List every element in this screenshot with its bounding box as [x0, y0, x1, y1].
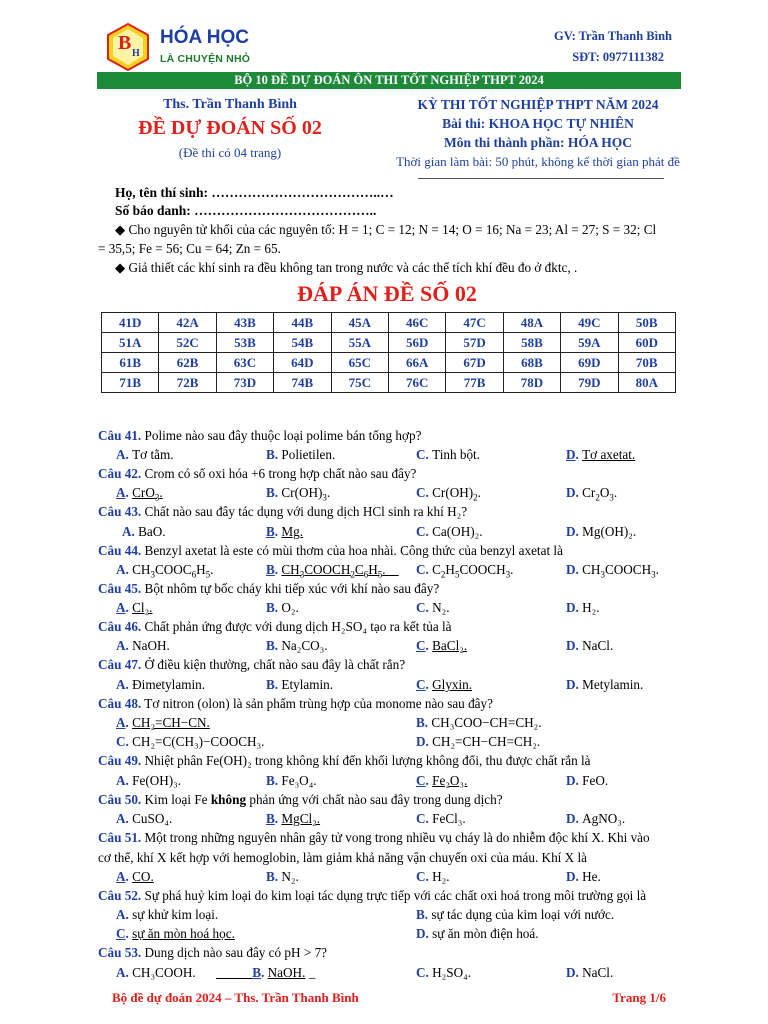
- note-gas: ◆ Giả thiết các khí sinh ra đều không tan trong nước và các thể tích khí đều đo ở đktc, .: [115, 260, 578, 275]
- answer-cell: 48A: [503, 313, 560, 333]
- q52-option-b: B. sự tác dụng của kim loại với nước.: [416, 907, 615, 922]
- bullet-icon: ◆: [115, 222, 129, 237]
- answer-cell: 49C: [561, 313, 618, 333]
- q42-option-b: B. $Cr(OH)_3$.: [266, 485, 331, 503]
- answer-cell: 68B: [503, 353, 560, 373]
- answer-cell: 53B: [216, 333, 273, 353]
- q50-option-a: A. CuSO₄.: [116, 811, 173, 826]
- q42-option-a: A. CrO$_3$.: [116, 485, 163, 503]
- answer-cell: 63C: [216, 353, 273, 373]
- q42-option-d: D. $Cr_2O_3$.: [566, 485, 618, 503]
- q52-option-a: A. sự khử kim loại.: [116, 907, 219, 922]
- q53-option-b: B. NaOH. _: [252, 965, 316, 980]
- brand-title: HÓA HỌC: [160, 27, 250, 48]
- answer-cell: 73D: [216, 373, 273, 393]
- answer-cell: 52C: [159, 333, 216, 353]
- q50-option-c: C. FeCl₃.: [416, 811, 466, 826]
- q53-option-c: C. H₂SO₄.: [416, 965, 471, 980]
- logo-letter-sub: H: [132, 48, 140, 59]
- q43-option-c: C. Ca(OH)₂.: [416, 524, 483, 539]
- q44-option-a: A. $CH_3COOC_6H_5$.: [116, 562, 214, 580]
- answer-cell: 51A: [102, 333, 159, 353]
- component: Môn thi thành phần: HÓA HỌC: [444, 135, 632, 150]
- q50-option-b: B. MgCl₂.: [266, 811, 321, 826]
- q48-option-a: A. CH₂=CH−CN.: [116, 715, 210, 730]
- q43-option-b: B. Mg.: [266, 524, 304, 539]
- divider: [418, 178, 664, 179]
- question-51-cont: cơ thể, khí X kết hợp với hemoglobin, làm giảm khả năng vận chuyển oxi của máu. Khí X là: [98, 850, 587, 865]
- q41-option-b: B. Polietilen.: [266, 447, 336, 462]
- q47-option-a: A. Đimetylamin.: [116, 677, 206, 692]
- q45-option-a: A. Cl₂.: [116, 600, 153, 615]
- q48-option-c: C. CH₂=C(CH₃)−COOCH₃.: [116, 734, 265, 749]
- logo-letter: B: [118, 32, 132, 54]
- time-limit: Thời gian làm bài: 50 phút, không kể thời gian phát đề: [396, 154, 680, 169]
- q43-option-a: A. BaO.: [122, 524, 166, 539]
- answer-cell: 44B: [274, 313, 331, 333]
- q47-option-b: B. Etylamin.: [266, 677, 334, 692]
- answer-cell: 69D: [561, 353, 618, 373]
- answer-cell: 45A: [331, 313, 388, 333]
- q53-option-d: D. NaCl.: [566, 965, 614, 980]
- q41-option-a: A. Tơ tằm.: [116, 447, 174, 462]
- question-45: Câu 45. Bột nhôm tự bốc cháy khi tiếp xúc với khí nào sau đây?: [98, 581, 440, 596]
- answer-cell: 54B: [274, 333, 331, 353]
- answer-cell: 71B: [102, 373, 159, 393]
- page-count-note: (Đề thi có 04 trang): [178, 145, 282, 160]
- subject: Bài thi: KHOA HỌC TỰ NHIÊN: [442, 116, 634, 131]
- answer-cell: 50B: [618, 313, 675, 333]
- exam-title: ĐỀ DỰ ĐOÁN SỐ 02: [138, 117, 322, 139]
- student-name-field: Họ, tên thí sinh: ………………………………..…: [115, 185, 394, 200]
- series-banner: BỘ 10 ĐỀ DỰ ĐOÁN ÔN THI TỐT NGHIỆP THPT 2024: [97, 72, 681, 89]
- note-atomic-mass-cont: = 35,5; Fe = 56; Cu = 64; Zn = 65.: [98, 241, 281, 256]
- q41-option-d: D. Tơ axetat.: [566, 447, 636, 462]
- answer-cell: 56D: [388, 333, 445, 353]
- answer-cell: 74B: [274, 373, 331, 393]
- answer-cell: 72B: [159, 373, 216, 393]
- question-50: Câu 50. Kim loại Fe không phản ứng với chất nào sau đây trong dung dịch?: [98, 792, 503, 807]
- q43-option-d: D. Mg(OH)₂.: [566, 524, 637, 539]
- question-52: Câu 52. Sự phá huỷ kim loại do kim loại tác dụng trực tiếp với các chất oxi hoá trong môi trường gọi là: [98, 888, 647, 903]
- q50-option-d: D. AgNO₃.: [566, 811, 626, 826]
- q42-option-c: C. $Cr(OH)_2$.: [416, 485, 481, 503]
- question-43: Câu 43. Chất nào sau đây tác dụng với dung dịch HCl sinh ra khí H₂?: [98, 504, 468, 519]
- q52-option-c: C. sự ăn mòn hoá học.: [116, 926, 235, 941]
- answer-cell: 43B: [216, 313, 273, 333]
- answer-cell: 42A: [159, 313, 216, 333]
- q49-option-a: A. Fe(OH)₃.: [116, 773, 182, 788]
- answer-cell: 59A: [561, 333, 618, 353]
- q51-option-d: D. He.: [566, 869, 601, 884]
- answer-cell: 61B: [102, 353, 159, 373]
- q47-option-d: D. Metylamin.: [566, 677, 644, 692]
- question-53: Câu 53. Dung dịch nào sau đây có pH > 7?: [98, 945, 328, 960]
- q44-option-b: B. $CH_3COOCH_2C_6H_5$.: [266, 562, 399, 580]
- answer-row: [102, 373, 676, 393]
- q49-option-d: D. FeO.: [566, 773, 609, 788]
- answer-row: [102, 353, 676, 373]
- q49-option-c: C. Fe₂O₃.: [416, 773, 468, 788]
- q46-option-a: A. NaOH.: [116, 638, 170, 653]
- q45-option-c: C. N₂.: [416, 600, 450, 615]
- answer-cell: 64D: [274, 353, 331, 373]
- answer-cell: 66A: [388, 353, 445, 373]
- q48-option-d: D. CH₂=CH−CH=CH₂.: [416, 734, 541, 749]
- answer-cell: 41D: [102, 313, 159, 333]
- answer-cell: 58B: [503, 333, 560, 353]
- teacher-phone: SĐT: 0977111382: [572, 50, 664, 64]
- answer-cell: 67D: [446, 353, 503, 373]
- answer-cell: 76C: [388, 373, 445, 393]
- question-42: Câu 42. Crom có số oxi hóa +6 trong hợp chất nào sau đây?: [98, 466, 417, 481]
- question-49: Câu 49. Nhiệt phân Fe(OH)₂ trong không khí đến khối lượng không đổi, thu được chất rắn là: [98, 753, 591, 768]
- answer-cell: 62B: [159, 353, 216, 373]
- brand-subtitle: LÀ CHUYỆN NHỎ: [160, 53, 251, 65]
- question-46: Câu 46. Chất phản ứng được với dung dịch H₂SO₄ tạo ra kết tủa là: [98, 619, 452, 634]
- answer-cell: 75C: [331, 373, 388, 393]
- q51-option-c: C. H₂.: [416, 869, 450, 884]
- q41-option-c: C. Tinh bột.: [416, 447, 481, 462]
- answer-cell: 80A: [618, 373, 675, 393]
- answer-key-title: ĐÁP ÁN ĐỀ SỐ 02: [297, 281, 477, 306]
- q53-option-a: A. CH₃COOH.: [116, 965, 196, 980]
- q44-option-c: C. $C_2H_5COOCH_3$.: [416, 562, 514, 580]
- footer-title: Bộ đề dự đoán 2024 – Ths. Trần Thanh Bình: [112, 990, 359, 1005]
- answer-cell: 60D: [618, 333, 675, 353]
- answer-cell: 70B: [618, 353, 675, 373]
- q47-option-c: C. Glyxin.: [416, 677, 473, 692]
- question-51: Câu 51. Một trong những nguyên nhân gây tử vong trong nhiều vụ cháy là do nhiễm độc khí X. Khi vào: [98, 830, 650, 845]
- q46-option-b: B. Na₂CO₃.: [266, 638, 328, 653]
- answer-row: [102, 333, 676, 353]
- question-48: Câu 48. Tơ nitron (olon) là sản phẩm trùng hợp của monome nào sau đây?: [98, 696, 493, 711]
- answer-cell: 79D: [561, 373, 618, 393]
- q49-option-b: B. Fe₃O₄.: [266, 773, 317, 788]
- q48-option-b: B. CH₃COO−CH=CH₂.: [416, 715, 542, 730]
- answer-table: [101, 312, 676, 393]
- question-41: Câu 41. Polime nào sau đây thuộc loại polime bán tổng hợp?: [98, 428, 422, 443]
- q51-option-b: B. N₂.: [266, 869, 299, 884]
- q45-option-d: D. H₂.: [566, 600, 600, 615]
- answer-cell: 46C: [388, 313, 445, 333]
- answer-cell: 57D: [446, 333, 503, 353]
- answer-row: [102, 313, 676, 333]
- answer-cell: 47C: [446, 313, 503, 333]
- q46-option-c: C. BaCl₂.: [416, 638, 468, 653]
- q52-option-d: D. sự ăn mòn điện hoá.: [416, 926, 539, 941]
- answer-cell: 78D: [503, 373, 560, 393]
- answer-cell: 77B: [446, 373, 503, 393]
- question-44: Câu 44. Benzyl axetat là este có mùi thơm của hoa nhài. Công thức của benzyl axetat là: [98, 543, 563, 558]
- exam-name: KỲ THI TỐT NGHIỆP THPT NĂM 2024: [417, 97, 659, 112]
- note-atomic-mass: ◆ Cho nguyên tử khối của các nguyên tố: H = 1; C = 12; N = 14; O = 16; Na = 23; Al = 27; S = 32; Cl: [115, 222, 657, 237]
- q45-option-b: B. O₂.: [266, 600, 299, 615]
- q44-option-d: D. $CH_3COOCH_3$.: [566, 562, 659, 580]
- answer-cell: 65C: [331, 353, 388, 373]
- q51-option-a: A. CO.: [116, 869, 154, 884]
- logo-mark: [104, 22, 152, 72]
- bullet-icon: ◆: [115, 260, 129, 275]
- author: Ths. Trần Thanh Bình: [163, 97, 297, 112]
- q46-option-d: D. NaCl.: [566, 638, 614, 653]
- student-id-field: Số báo danh: …………………………………..: [115, 203, 377, 218]
- question-47: Câu 47. Ở điều kiện thường, chất nào sau đây là chất rắn?: [98, 657, 406, 672]
- teacher-name: GV: Trần Thanh Bình: [553, 29, 672, 43]
- footer-page-number: Trang 1/6: [612, 990, 666, 1005]
- answer-cell: 55A: [331, 333, 388, 353]
